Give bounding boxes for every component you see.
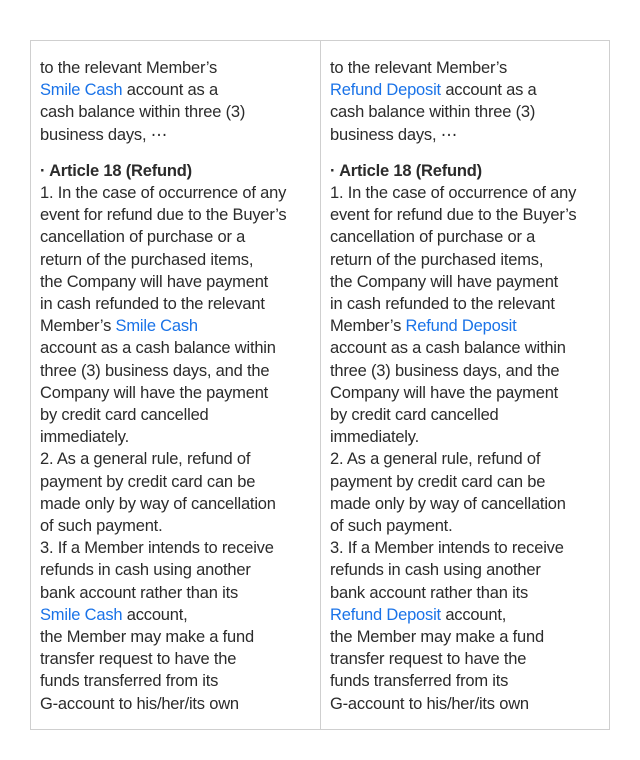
comparison-table bbox=[30, 40, 610, 730]
text-line bbox=[330, 79, 609, 101]
text-line: the Member may make a fund bbox=[330, 628, 544, 647]
text-line: made only by way of cancellation bbox=[40, 494, 276, 513]
text-line: cancellation of purchase or a bbox=[330, 228, 536, 247]
text-line: cash balance within three (3) bbox=[40, 103, 246, 122]
article-heading: · Article 18 (Refund) bbox=[330, 161, 482, 180]
text-line bbox=[330, 315, 609, 337]
text-line: of such payment. bbox=[40, 517, 163, 536]
text-line: to the relevant Member’s bbox=[330, 59, 508, 77]
text-line: immediately. bbox=[40, 428, 129, 447]
text-line: Company will have the payment bbox=[40, 383, 269, 402]
text-line: immediately. bbox=[330, 428, 419, 447]
text-fragment: Member’s bbox=[40, 317, 116, 336]
text-fragment: account as a bbox=[440, 81, 537, 100]
text-line: the Company will have payment bbox=[330, 272, 559, 291]
text-fragment: account, bbox=[440, 605, 507, 624]
highlight-term: Refund Deposit bbox=[330, 81, 441, 100]
text-line: 3. If a Member intends to receive bbox=[40, 539, 274, 558]
text-line: three (3) business days, and the bbox=[330, 361, 560, 380]
text-line: 2. As a general rule, refund of bbox=[40, 450, 251, 469]
text-line: event for refund due to the Buyer’s bbox=[330, 206, 577, 225]
text-line: of such payment. bbox=[330, 517, 453, 536]
text-line: cancellation of purchase or a bbox=[40, 228, 246, 247]
text-line: by credit card cancelled bbox=[330, 406, 499, 425]
text-line: return of the purchased items, bbox=[40, 250, 254, 269]
text-line: cash balance within three (3) bbox=[330, 103, 536, 122]
highlight-term: Refund Deposit bbox=[405, 317, 517, 336]
text-line: to the relevant Member’s bbox=[40, 59, 218, 77]
highlight-term: Smile Cash bbox=[40, 81, 123, 100]
text-line: 3. If a Member intends to receive bbox=[330, 539, 564, 558]
text-line bbox=[40, 79, 320, 101]
text-line: funds transferred from its bbox=[330, 672, 509, 691]
text-line: in cash refunded to the relevant bbox=[40, 295, 265, 314]
highlight-term: Smile Cash bbox=[40, 605, 123, 624]
text-line: in cash refunded to the relevant bbox=[330, 295, 555, 314]
text-fragment: Member’s bbox=[330, 317, 406, 336]
text-line: G-account to his/her/its own bbox=[330, 694, 529, 713]
text-line bbox=[40, 604, 320, 626]
text-line: transfer request to have the bbox=[40, 650, 237, 669]
text-line: event for refund due to the Buyer’s bbox=[40, 206, 287, 225]
text-line: refunds in cash using another bbox=[330, 561, 541, 580]
text-line bbox=[330, 604, 609, 626]
text-fragment: account, bbox=[122, 605, 188, 624]
article-heading: · Article 18 (Refund) bbox=[40, 161, 192, 180]
text-line: made only by way of cancellation bbox=[330, 494, 566, 513]
text-line: three (3) business days, and the bbox=[40, 361, 270, 380]
text-line: account as a cash balance within bbox=[330, 339, 566, 358]
text-line: 2. As a general rule, refund of bbox=[330, 450, 541, 469]
text-line: bank account rather than its bbox=[330, 583, 529, 602]
text-line: the Member may make a fund bbox=[40, 628, 254, 647]
text-line: funds transferred from its bbox=[40, 672, 219, 691]
text-line: G-account to his/her/its own bbox=[40, 694, 239, 713]
text-fragment: account as a bbox=[122, 81, 218, 100]
text-line: payment by credit card can be bbox=[330, 472, 546, 491]
text-line: transfer request to have the bbox=[330, 650, 527, 669]
text-line: 1. In the case of occurrence of any bbox=[40, 184, 287, 203]
text-line: business days, ⋯ bbox=[40, 125, 168, 144]
text-line: account as a cash balance within bbox=[40, 339, 276, 358]
text-line: bank account rather than its bbox=[40, 583, 239, 602]
text-line: 1. In the case of occurrence of any bbox=[330, 184, 577, 203]
text-line bbox=[40, 315, 320, 337]
text-line: Company will have the payment bbox=[330, 383, 559, 402]
text-line: payment by credit card can be bbox=[40, 472, 256, 491]
text-line: the Company will have payment bbox=[40, 272, 269, 291]
column-refund-deposit bbox=[320, 41, 609, 729]
text-line: business days, ⋯ bbox=[330, 125, 458, 144]
highlight-term: Refund Deposit bbox=[330, 605, 441, 624]
highlight-term: Smile Cash bbox=[115, 317, 198, 336]
text-line: by credit card cancelled bbox=[40, 406, 209, 425]
text-line: return of the purchased items, bbox=[330, 250, 544, 269]
text-line: refunds in cash using another bbox=[40, 561, 251, 580]
column-smile-cash bbox=[31, 41, 320, 729]
